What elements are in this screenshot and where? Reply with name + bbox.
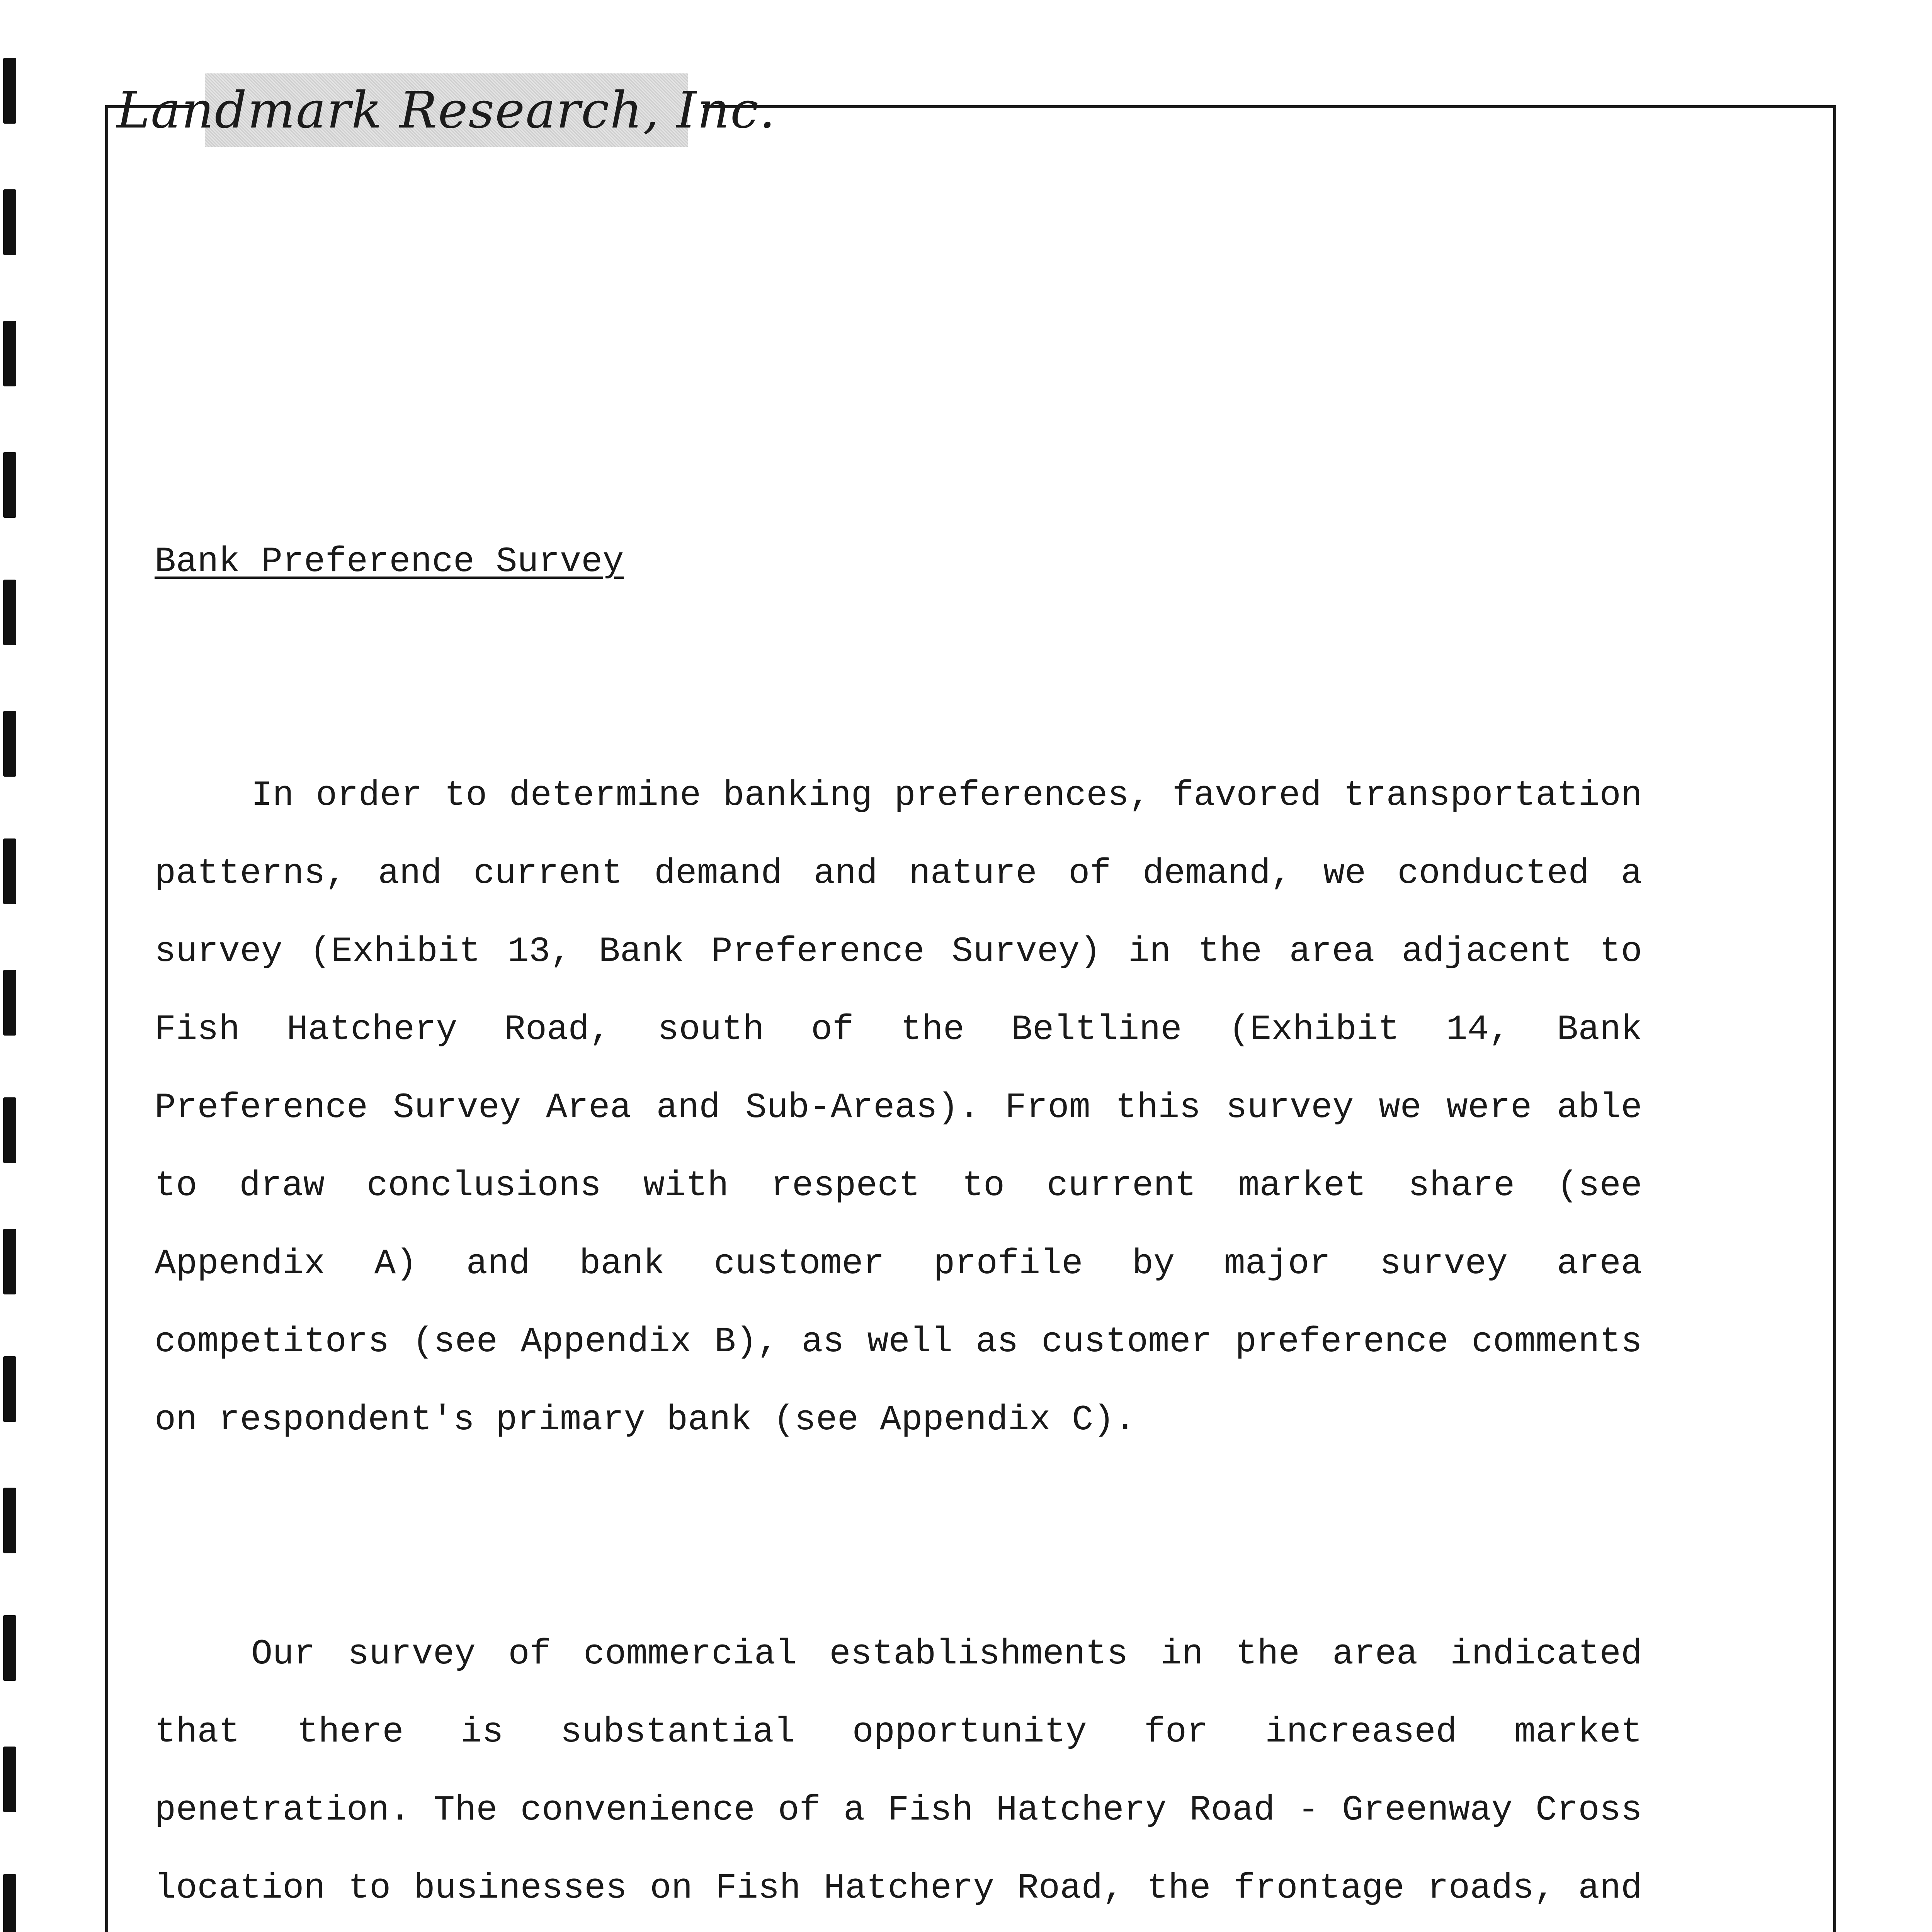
paragraph: Our survey of commercial establishments in the area indicated that there is substantial opportunity for increased market penetration. The convenience of a Fish Hatchery Road - Greenway Cross location to businesses on Fish Hatchery Road, the frontage roads, and (155, 1634, 1642, 1908)
binder-mark (3, 1356, 16, 1422)
binder-mark (3, 970, 16, 1036)
binder-holes (3, 0, 19, 1932)
paragraph: In order to determine banking preferences, favored transportation patterns, and current demand and nature of demand, we conducted a survey (Exhibit 13, Bank Preference Survey) in the area adjacent to Fish Hatchery Road, south of the Beltline (Exhibit 14, Bank Preference Survey Area and Sub-Areas). From this survey we were able to draw conclusions with respect to current market share (see Appendix A) and bank customer profile by major survey area competitors (see Appendix B), as well as customer preference comments on respondent's primary bank (see Appendix C). (155, 775, 1664, 1440)
binder-mark (3, 189, 16, 255)
letterhead-logo (116, 73, 776, 147)
section-heading: Bank Preference Survey (155, 541, 624, 582)
binder-mark (3, 1097, 16, 1163)
binder-mark (3, 580, 16, 645)
binder-mark (3, 1747, 16, 1812)
binder-mark (3, 711, 16, 777)
binder-mark (3, 1229, 16, 1294)
binder-mark (3, 452, 16, 518)
binder-mark (3, 838, 16, 904)
binder-mark (3, 1874, 16, 1932)
binder-mark (3, 321, 16, 386)
document-body (155, 383, 1664, 1932)
company-name: Landmark Research, Inc. (116, 81, 776, 139)
binder-mark (3, 1615, 16, 1681)
binder-mark (3, 1488, 16, 1553)
binder-mark (3, 58, 16, 124)
